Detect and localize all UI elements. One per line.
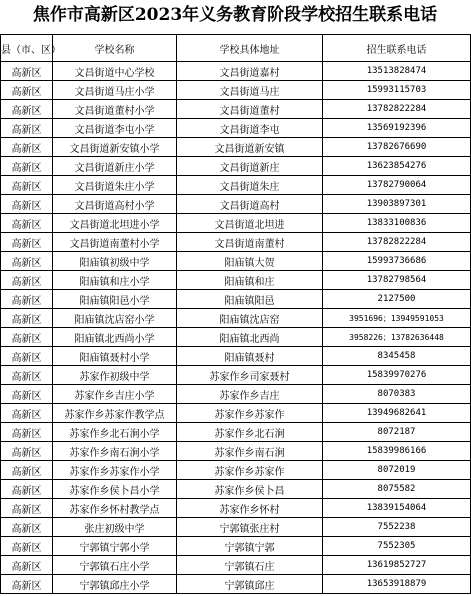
school-contact-table xyxy=(0,34,471,594)
table-row xyxy=(1,404,471,423)
header-address: 学校具体地址 xyxy=(177,35,323,62)
page-title: 焦作市高新区2023年义务教育阶段学校招生联系电话 xyxy=(32,5,438,25)
cell-phone: 13782790064 xyxy=(323,176,471,195)
cell-address: 苏家作乡南石涧 xyxy=(177,442,323,461)
cell-school-name: 苏家作初级中学 xyxy=(53,366,177,385)
cell-phone: 13782676690 xyxy=(323,138,471,157)
cell-school-name: 阳庙镇初级中学 xyxy=(53,252,177,271)
cell-address: 阳庙镇沈店窑 xyxy=(177,309,323,328)
table-row xyxy=(1,252,471,271)
table-row xyxy=(1,499,471,518)
cell-school-name: 文昌街道朱庄小学 xyxy=(53,176,177,195)
cell-phone: 15993115703 xyxy=(323,81,471,100)
table-row xyxy=(1,347,471,366)
cell-address: 文昌街道北坦进 xyxy=(177,214,323,233)
cell-address: 阳庙镇和庄 xyxy=(177,271,323,290)
cell-phone: 3951696；13949591053 xyxy=(323,309,471,328)
cell-school-name: 阳庙镇阳邑小学 xyxy=(53,290,177,309)
cell-school-name: 苏家作乡侯卜昌小学 xyxy=(53,480,177,499)
cell-school-name: 阳庙镇和庄小学 xyxy=(53,271,177,290)
cell-address: 文昌街道新安镇 xyxy=(177,138,323,157)
cell-address: 文昌街道朱庄 xyxy=(177,176,323,195)
cell-county: 高新区 xyxy=(1,328,53,347)
cell-phone: 15839986166 xyxy=(323,442,471,461)
table-row xyxy=(1,271,471,290)
cell-phone: 13782798564 xyxy=(323,271,471,290)
cell-phone: 13839154064 xyxy=(323,499,471,518)
cell-school-name: 文昌街道新庄小学 xyxy=(53,157,177,176)
cell-phone: 13949682641 xyxy=(323,404,471,423)
cell-school-name: 宁郭镇邱庄小学 xyxy=(53,575,177,594)
cell-county: 高新区 xyxy=(1,62,53,81)
cell-school-name: 宁郭镇宁郭小学 xyxy=(53,537,177,556)
table-row xyxy=(1,537,471,556)
cell-address: 宁郭镇石庄 xyxy=(177,556,323,575)
cell-phone: 7552305 xyxy=(323,537,471,556)
cell-county: 高新区 xyxy=(1,556,53,575)
cell-school-name: 文昌街道董村小学 xyxy=(53,100,177,119)
cell-county: 高新区 xyxy=(1,499,53,518)
cell-address: 宁郭镇张庄村 xyxy=(177,518,323,537)
cell-address: 文昌街道董村 xyxy=(177,100,323,119)
cell-address: 苏家作乡北石涧 xyxy=(177,423,323,442)
cell-county: 高新区 xyxy=(1,233,53,252)
table-row xyxy=(1,328,471,347)
table-row xyxy=(1,81,471,100)
table-row xyxy=(1,385,471,404)
cell-address: 文昌街道南董村 xyxy=(177,233,323,252)
table-row xyxy=(1,309,471,328)
table-row xyxy=(1,119,471,138)
cell-address: 阳庙镇阳邑 xyxy=(177,290,323,309)
cell-county: 高新区 xyxy=(1,480,53,499)
cell-school-name: 苏家作乡吉庄小学 xyxy=(53,385,177,404)
cell-address: 苏家作乡司家聂村 xyxy=(177,366,323,385)
cell-phone: 2127500 xyxy=(323,290,471,309)
cell-phone: 13782822284 xyxy=(323,233,471,252)
table-row xyxy=(1,442,471,461)
cell-county: 高新区 xyxy=(1,290,53,309)
cell-phone: 3958226；13782636448 xyxy=(323,328,471,347)
table-row xyxy=(1,480,471,499)
cell-county: 高新区 xyxy=(1,537,53,556)
cell-county: 高新区 xyxy=(1,366,53,385)
cell-county: 高新区 xyxy=(1,214,53,233)
cell-county: 高新区 xyxy=(1,347,53,366)
cell-school-name: 阳庙镇聂村小学 xyxy=(53,347,177,366)
cell-address: 宁郭镇邱庄 xyxy=(177,575,323,594)
cell-address: 阳庙镇聂村 xyxy=(177,347,323,366)
cell-school-name: 文昌街道中心学校 xyxy=(53,62,177,81)
cell-school-name: 苏家作乡南石涧小学 xyxy=(53,442,177,461)
cell-phone: 7552238 xyxy=(323,518,471,537)
table-row xyxy=(1,100,471,119)
cell-phone: 13782822284 xyxy=(323,100,471,119)
cell-address: 文昌街道嘉村 xyxy=(177,62,323,81)
cell-county: 高新区 xyxy=(1,119,53,138)
cell-school-name: 张庄初级中学 xyxy=(53,518,177,537)
cell-phone: 13513828474 xyxy=(323,62,471,81)
cell-address: 阳庙镇北西尚 xyxy=(177,328,323,347)
cell-address: 苏家作乡吉庄 xyxy=(177,385,323,404)
cell-county: 高新区 xyxy=(1,442,53,461)
cell-address: 文昌街道马庄 xyxy=(177,81,323,100)
cell-school-name: 苏家作乡苏家作小学 xyxy=(53,461,177,480)
table-row xyxy=(1,423,471,442)
cell-county: 高新区 xyxy=(1,423,53,442)
header-county: 县（市、区） xyxy=(1,35,53,62)
cell-county: 高新区 xyxy=(1,138,53,157)
cell-address: 宁郭镇宁郭 xyxy=(177,537,323,556)
cell-county: 高新区 xyxy=(1,385,53,404)
cell-phone: 13653918879 xyxy=(323,575,471,594)
table-header-row xyxy=(1,35,471,62)
cell-phone: 8072019 xyxy=(323,461,471,480)
cell-address: 文昌街道高村 xyxy=(177,195,323,214)
cell-county: 高新区 xyxy=(1,252,53,271)
cell-address: 苏家作乡苏家作 xyxy=(177,404,323,423)
cell-county: 高新区 xyxy=(1,461,53,480)
cell-school-name: 阳庙镇沈店窑小学 xyxy=(53,309,177,328)
cell-address: 文昌街道李屯 xyxy=(177,119,323,138)
cell-school-name: 文昌街道高村小学 xyxy=(53,195,177,214)
cell-school-name: 阳庙镇北西尚小学 xyxy=(53,328,177,347)
cell-phone: 15993736686 xyxy=(323,252,471,271)
cell-county: 高新区 xyxy=(1,271,53,290)
header-school-name: 学校名称 xyxy=(53,35,177,62)
table-body xyxy=(1,62,471,594)
cell-school-name: 文昌街道李屯小学 xyxy=(53,119,177,138)
cell-school-name: 苏家作乡北石涧小学 xyxy=(53,423,177,442)
table-row xyxy=(1,290,471,309)
cell-school-name: 文昌街道南董村小学 xyxy=(53,233,177,252)
table-row xyxy=(1,138,471,157)
cell-school-name: 文昌街道马庄小学 xyxy=(53,81,177,100)
cell-phone: 13569192396 xyxy=(323,119,471,138)
table-row xyxy=(1,195,471,214)
table-row xyxy=(1,214,471,233)
cell-school-name: 文昌街道北坦进小学 xyxy=(53,214,177,233)
cell-phone: 8345458 xyxy=(323,347,471,366)
cell-county: 高新区 xyxy=(1,195,53,214)
cell-county: 高新区 xyxy=(1,81,53,100)
cell-phone: 13623854276 xyxy=(323,157,471,176)
cell-address: 苏家作乡侯卜昌 xyxy=(177,480,323,499)
table-row xyxy=(1,176,471,195)
cell-phone: 8070383 xyxy=(323,385,471,404)
cell-phone: 13903897301 xyxy=(323,195,471,214)
cell-address: 苏家作乡怀村 xyxy=(177,499,323,518)
table-row xyxy=(1,366,471,385)
cell-phone: 13619852727 xyxy=(323,556,471,575)
cell-school-name: 苏家作乡怀村教学点 xyxy=(53,499,177,518)
table-row xyxy=(1,233,471,252)
cell-address: 文昌街道新庄 xyxy=(177,157,323,176)
table-row xyxy=(1,461,471,480)
table-row xyxy=(1,575,471,594)
cell-phone: 8075582 xyxy=(323,480,471,499)
cell-county: 高新区 xyxy=(1,575,53,594)
cell-county: 高新区 xyxy=(1,100,53,119)
cell-phone: 8072187 xyxy=(323,423,471,442)
table-row xyxy=(1,62,471,81)
cell-school-name: 文昌街道新安镇小学 xyxy=(53,138,177,157)
cell-phone: 13833100836 xyxy=(323,214,471,233)
table-row xyxy=(1,157,471,176)
table-row xyxy=(1,518,471,537)
cell-county: 高新区 xyxy=(1,518,53,537)
cell-county: 高新区 xyxy=(1,309,53,328)
cell-phone: 15839970276 xyxy=(323,366,471,385)
cell-county: 高新区 xyxy=(1,157,53,176)
cell-address: 阳庙镇大贺 xyxy=(177,252,323,271)
cell-county: 高新区 xyxy=(1,176,53,195)
cell-address: 苏家作乡苏家作 xyxy=(177,461,323,480)
cell-county: 高新区 xyxy=(1,404,53,423)
header-phone: 招生联系电话 xyxy=(323,35,471,62)
table-row xyxy=(1,556,471,575)
cell-school-name: 宁郭镇石庄小学 xyxy=(53,556,177,575)
cell-school-name: 苏家作乡苏家作教学点 xyxy=(53,404,177,423)
